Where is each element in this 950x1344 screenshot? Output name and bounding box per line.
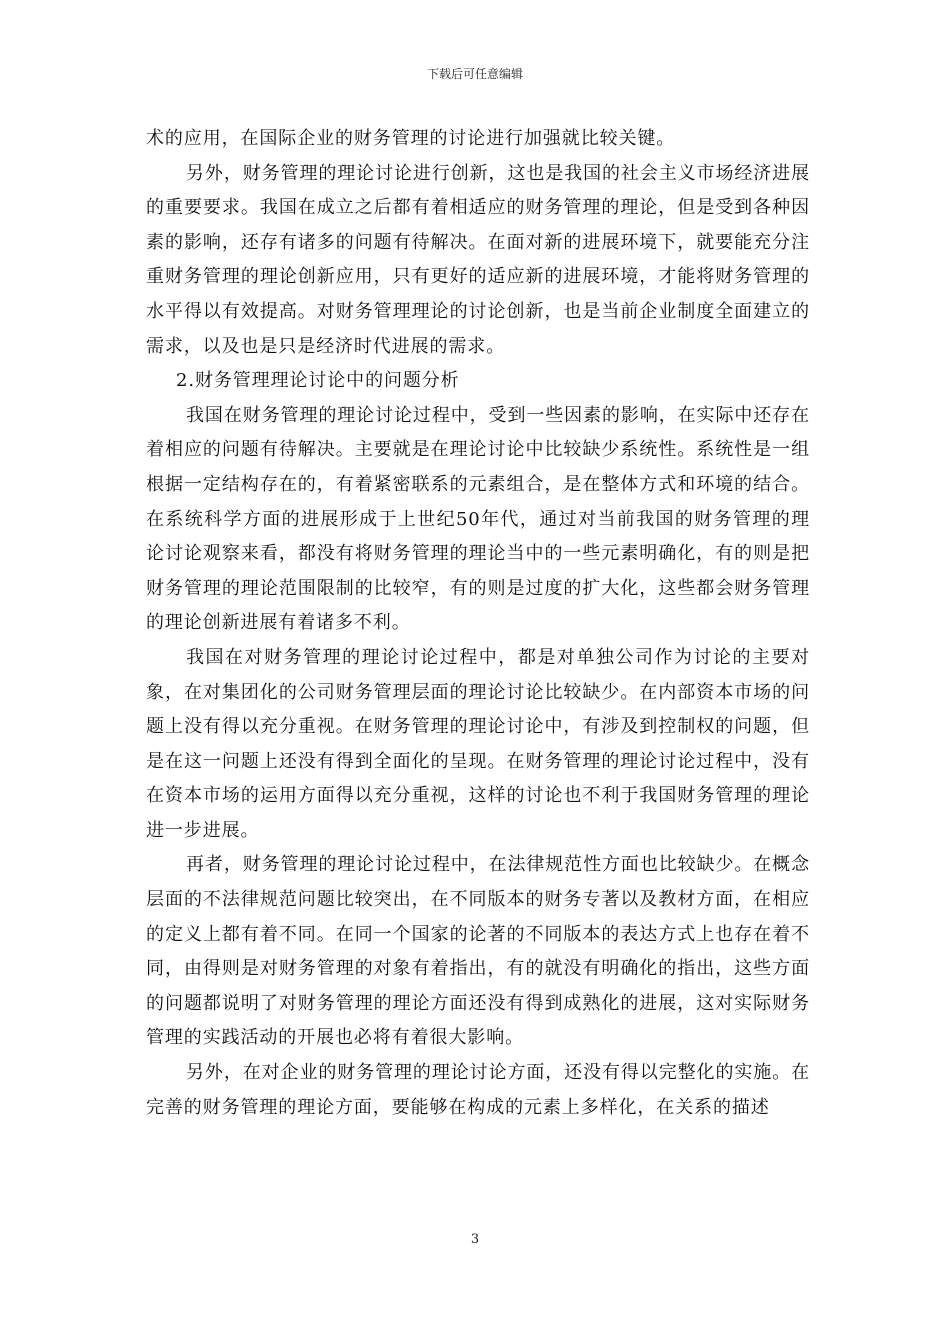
page-number: 3 [470, 1232, 480, 1247]
paragraph: 再者，财务管理的理论讨论过程中，在法律规范性方面也比较缺少。在概念层面的不法律规范问题比较突出，在不同版本的财务专著以及教材方面，在相应的定义上都有着不同。在同一个国家的论著的不同版本的表达方式上也存在着不同，由得则是对财务管理的对象有着指出，有的就没有明确化的指出，这些方面的问题都说明了对财务管理的理论方面还没有得到成熟化的进展，这对实际财务管理的实践活动的开展也必将有着很大影响。 [146, 854, 810, 1049]
paragraph: 我国在财务管理的理论讨论过程中，受到一些因素的影响，在实际中还存在着相应的问题有待解决。主要就是在理论讨论中比较缺少系统性。系统性是一组根据一定结构存在的，有着紧密联系的元素组合，是在整体方式和环境的结合。在系统科学方面的进展形成于上世纪50年代，通过对当前我国的财务管理的理论讨论观察来看，都没有将财务管理的理论当中的一些元素明确化，有的则是把财务管理的理论范围限制的比较窄，有的则是过度的扩大化，这些都会财务管理的理论创新进展有着诸多不利。 [146, 404, 810, 634]
section-heading: 2.财务管理理论讨论中的问题分析 [176, 370, 460, 392]
paragraph: 另外，财务管理的理论讨论进行创新，这也是我国的社会主义市场经济进展的重要要求。我国在成立之后都有着相适应的财务管理的理论，但是受到各种因素的影响，还存有诸多的问题有待解决。在面对新的进展环境下，就要能充分注重财务管理的理论创新应用，只有更好的适应新的进展环境，才能将财务管理的水平得以有效提高。对财务管理理论的讨论创新，也是当前企业制度全面建立的需求，以及也是只是经济时代进展的需求。 [146, 162, 810, 357]
paragraph: 另外，在对企业的财务管理的理论讨论方面，还没有得以完整化的实施。在完善的财务管理的理论方面，要能够在构成的元素上多样化，在关系的描述 [146, 1062, 810, 1118]
document-body [146, 122, 810, 1125]
paragraph: 我国在对财务管理的理论讨论过程中，都是对单独公司作为讨论的主要对象，在对集团化的公司财务管理层面的理论讨论比较缺少。在内部资本市场的问题上没有得以充分重视。在财务管理的理论讨论中，有涉及到控制权的问题，但是在这一问题上还没有得到全面化的呈现。在财务管理的理论讨论过程中，没有在资本市场的运用方面得以充分重视，这样的讨论也不利于我国财务管理的理论进一步进展。 [146, 646, 810, 841]
paragraph-continuation: 术的应用，在国际企业的财务管理的讨论进行加强就比较关键。 [146, 128, 676, 149]
page-header: 下载后可任意编辑 [426, 67, 523, 81]
